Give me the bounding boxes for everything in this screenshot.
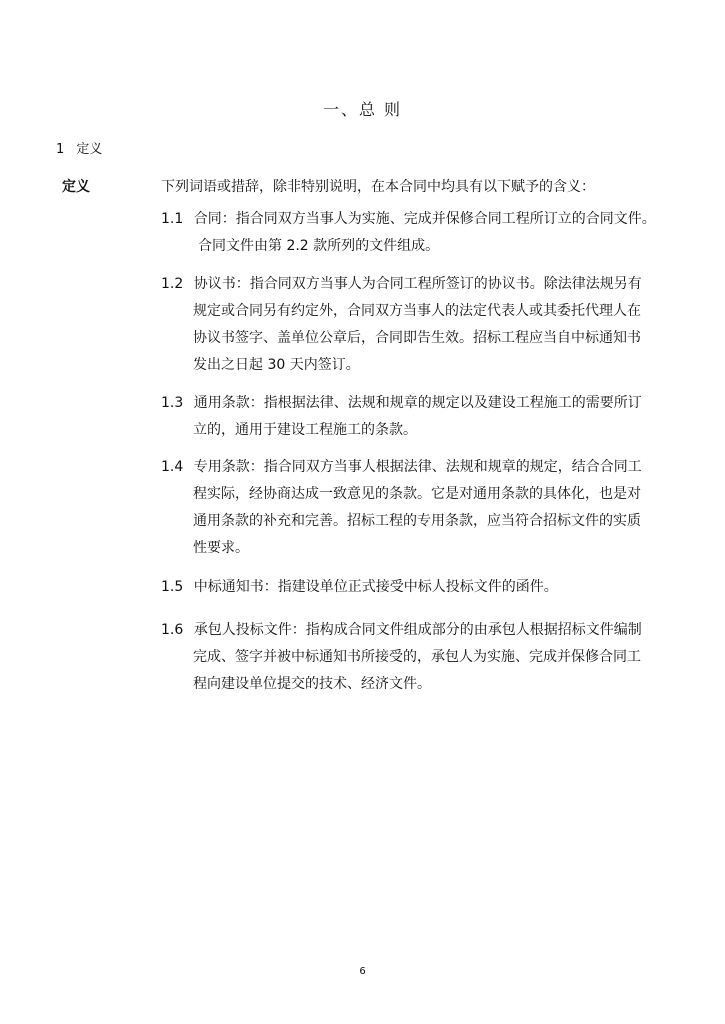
clause-text: 通用条款：指根据法律、法规和规章的规定以及建设工程施工的需要所订	[193, 395, 642, 411]
clause-text: 中标通知书：指建设单位正式接受中标人投标文件的函件。	[193, 579, 558, 595]
clause-line: 通用条款的补充和完善。招标工程的专用条款，应当符合招标文件的实质	[193, 513, 641, 529]
clause-line: 性要求。	[193, 540, 249, 556]
clause-line	[161, 206, 681, 233]
clause-1-3	[161, 390, 681, 444]
clause-number: 1.1	[161, 211, 184, 227]
clause-text: 合同：指合同双方当事人为实施、完成并保修合同工程所订立的合同文件。	[193, 211, 656, 227]
clause-number: 1.2	[161, 276, 184, 292]
clause-line: 程向建设单位提交的技术、经济文件。	[193, 676, 431, 692]
clause-line: 发出之日起 30 天内签订。	[193, 357, 360, 373]
clause-line: 规定或合同另有约定外，合同双方当事人的法定代表人或其委托代理人在	[193, 303, 641, 319]
clause-text: 承包人投标文件：指构成合同文件组成部分的由承包人根据招标文件编制	[193, 622, 642, 638]
clause-text: 协议书：指合同双方当事人为合同工程所签订的协议书。除法律法规另有	[193, 276, 642, 292]
chapter-title: 一、总 则	[322, 100, 403, 119]
clause-line	[161, 271, 681, 298]
clause-line: 合同文件由第 2.2 款所列的文件组成。	[198, 238, 440, 254]
clause-number: 1.6	[161, 622, 184, 638]
clause-1-5	[161, 574, 681, 601]
section-title: 定义	[76, 142, 103, 157]
clause-number: 1.5	[161, 579, 184, 595]
page-number: 6	[359, 966, 366, 977]
section-heading	[56, 138, 102, 157]
clause-1-4	[161, 454, 681, 562]
clause-line: 立的，通用于建设工程施工的条款。	[193, 422, 417, 438]
clause-number: 1.3	[161, 395, 184, 411]
definition-side-label: 定义	[62, 179, 90, 195]
clause-line	[161, 617, 681, 644]
clause-line: 协议书签字、盖单位公章后，合同即告生效。招标工程应当自中标通知书	[193, 330, 641, 346]
clause-line	[161, 574, 681, 601]
clause-number: 1.4	[161, 459, 184, 475]
clause-1-2	[161, 271, 681, 379]
definition-intro: 下列词语或措辞，除非特别说明，在本合同中均具有以下赋予的含义：	[161, 179, 595, 195]
section-number: 1	[56, 142, 65, 157]
clause-text: 专用条款：指合同双方当事人根据法律、法规和规章的规定，结合合同工	[193, 459, 642, 475]
clause-line	[161, 454, 681, 481]
clause-1-6	[161, 617, 681, 698]
clause-line	[161, 390, 681, 417]
clause-line: 程实际，经协商达成一致意见的条款。它是对通用条款的具体化，也是对	[193, 486, 641, 502]
clause-line: 完成、签字并被中标通知书所接受的，承包人为实施、完成并保修合同工	[193, 649, 641, 665]
clause-1-1	[161, 206, 681, 260]
